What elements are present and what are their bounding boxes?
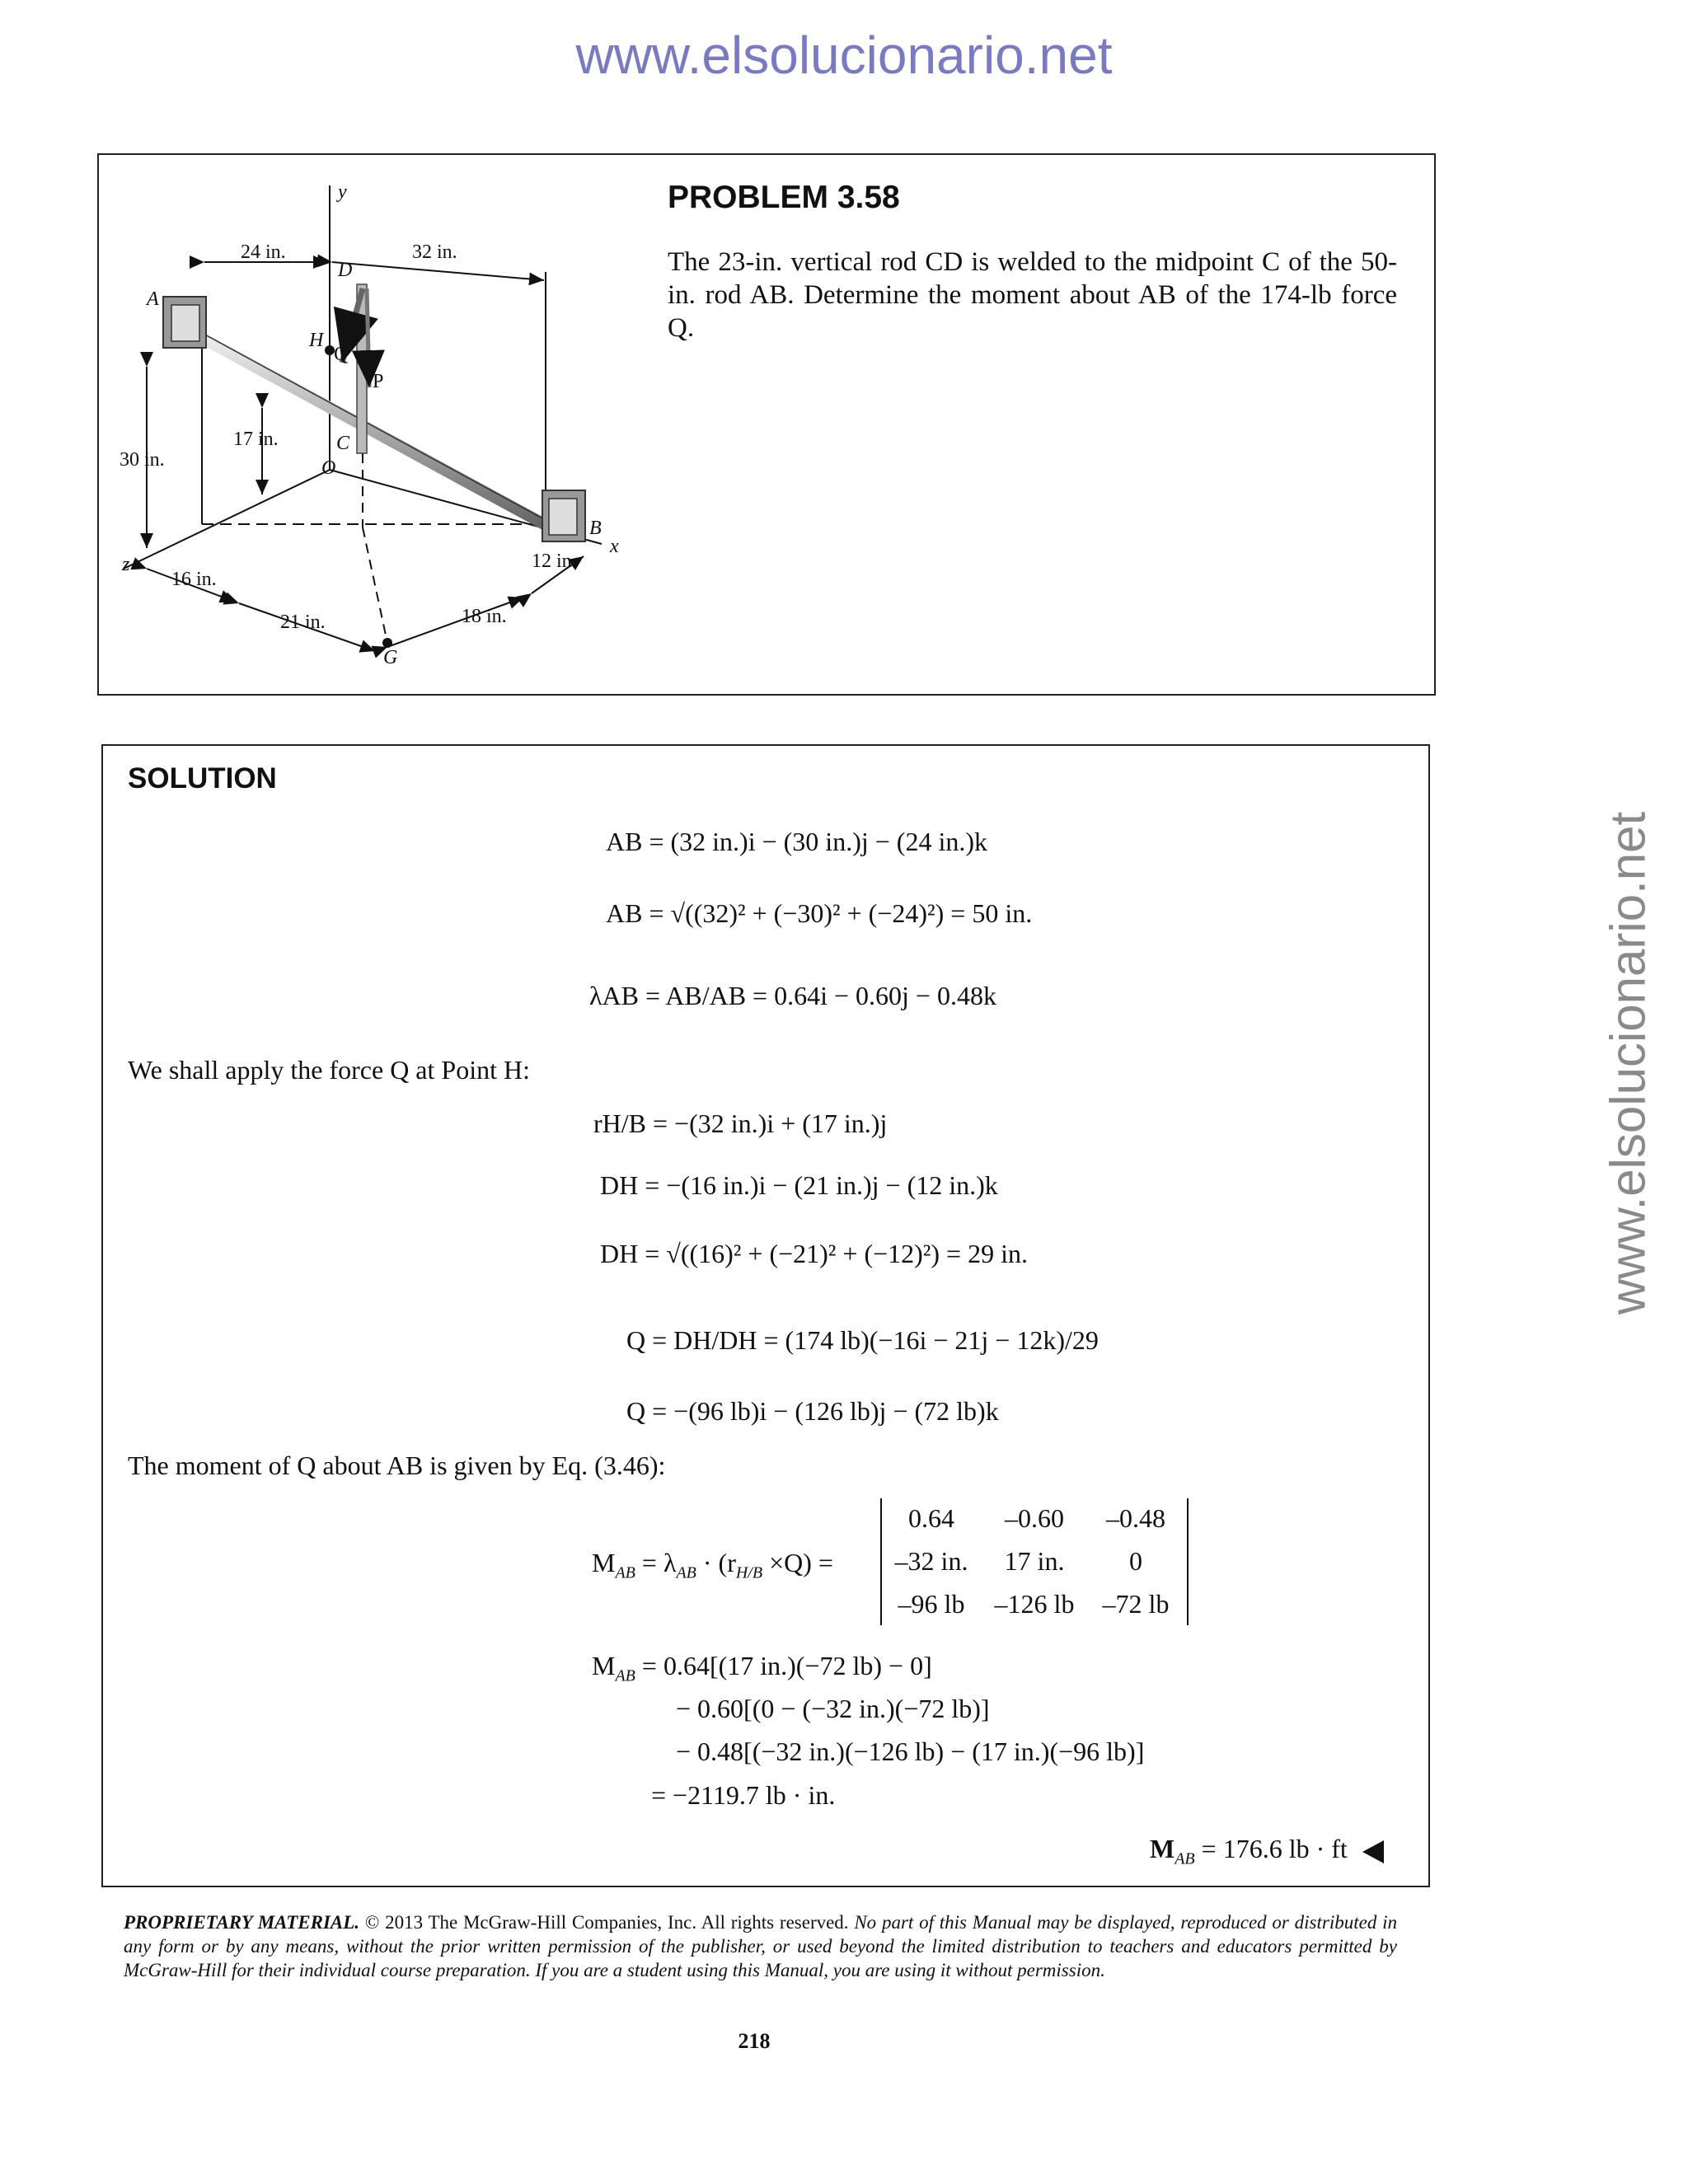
label-c: C — [336, 433, 350, 454]
force-p-arrow — [367, 288, 369, 387]
dim-21: 21 in. — [280, 612, 326, 633]
eq-dh-magnitude: DH = √((16)² + (−21)² + (−12)²) = 29 in. — [600, 1239, 1028, 1268]
eq-m-ab-label: $M_{AB} = \lambda_{AB} \cdot (r_{H/B} \times Q)$ = — [592, 1548, 833, 1582]
eq-ab-magnitude: AB = √((32)² + (−30)² + (−24)²) = 50 in. — [606, 898, 1033, 928]
dim-30: 30 in. — [120, 449, 165, 471]
calc-line-1: $M_{AB} = 0.64[(17$ in.)(−72 lb) − 0] — [592, 1651, 932, 1685]
det-cell: –0.60 — [1005, 1503, 1064, 1533]
footer-lead: PROPRIETARY MATERIAL. — [124, 1912, 360, 1933]
det-cell: 17 in. — [1004, 1546, 1065, 1576]
eq-dh-vector: DH = −(16 in.)i − (21 in.)j − (12 in.)k — [600, 1170, 998, 1200]
eq-r-hb: rH/B = −(32 in.)i + (17 in.)j — [593, 1108, 888, 1138]
label-o: O — [321, 457, 336, 479]
footer-copyright: © 2013 The McGraw-Hill Companies, Inc. All rights reserved. — [364, 1912, 849, 1933]
watermark-top[interactable]: www.elsolucionario.net — [575, 26, 1113, 85]
calc-line-3: − 0.48[(−32 in.)(−126 lb) − (17 in.)(−96 lb)] — [676, 1736, 1145, 1766]
dim-16: 16 in. — [171, 569, 217, 590]
label-z: z — [122, 554, 130, 575]
label-b: B — [589, 518, 602, 539]
answer-marker-icon — [1362, 1840, 1384, 1863]
copyright-footer — [124, 1910, 1397, 1982]
label-d: D — [338, 260, 353, 281]
problem-statement: The 23-in. vertical rod CD is welded to the midpoint C of the 50-in. rod AB. Determine the moment about AB of the 174-lb force Q. — [668, 247, 1397, 343]
label-x: x — [610, 536, 619, 557]
label-g: G — [383, 647, 398, 668]
dim-24: 24 in. — [241, 241, 286, 263]
label-a: A — [147, 288, 159, 310]
det-cell: –96 lb — [898, 1589, 965, 1619]
det-cell: 0.64 — [908, 1503, 954, 1533]
watermark-side[interactable]: www.elsolucionario.net — [1600, 811, 1656, 1315]
page-number: 218 — [738, 2029, 771, 2053]
det-cell: –0.48 — [1106, 1503, 1165, 1533]
calc-line-4: = −2119.7 lb · in. — [651, 1780, 836, 1810]
solution-title: SOLUTION — [128, 762, 277, 794]
footer-notice: No part of this Manual may be displayed, reproduced or distributed in any form or by any means, without the prior written permission of the publisher, or used beyond the limited distribution to teachers and educators permitted by McGraw-Hill for their individual course preparation. If you are a student using this Manual, you are using it without permission. — [124, 1912, 1397, 1980]
eq-q-unit: Q = DH/DH = (174 lb)(−16i − 21j − 12k)/29 — [626, 1325, 1099, 1355]
det-cell: –32 in. — [894, 1546, 968, 1576]
eq-lambda-ab: λAB = AB/AB = 0.64i − 0.60j − 0.48k — [589, 981, 996, 1010]
problem-title: PROBLEM 3.58 — [668, 180, 900, 215]
label-h: H — [309, 330, 324, 351]
label-y: y — [338, 181, 347, 203]
eq-ab-vector: AB = (32 in.)i − (30 in.)j − (24 in.)k — [606, 827, 987, 856]
eq-q-components: Q = −(96 lb)i − (126 lb)j − (72 lb)k — [626, 1396, 999, 1426]
dim-17: 17 in. — [233, 429, 279, 450]
dim-32: 32 in. — [412, 241, 457, 263]
label-q: Q — [334, 344, 349, 365]
answer-value: 176.6 lb · ft — [1222, 1834, 1348, 1863]
dim-18: 18 in. — [462, 606, 507, 627]
calc-term: 0.64[(17 in.)(−72 lb) − 0] — [663, 1651, 932, 1680]
det-cell: –72 lb — [1102, 1589, 1170, 1619]
dim-12: 12 in. — [532, 551, 577, 572]
determinant — [880, 1498, 1189, 1625]
det-cell: 0 — [1129, 1546, 1142, 1576]
z-axis — [124, 470, 330, 569]
text-apply-force: We shall apply the force Q at Point H: — [128, 1055, 530, 1085]
text-moment-eq: The moment of Q about AB is given by Eq. (3.46): — [128, 1451, 666, 1480]
calc-line-2: − 0.60[(0 − (−32 in.)(−72 lb)] — [676, 1694, 990, 1723]
final-answer: $M_{AB} = 176.6$ lb · ft — [1150, 1834, 1384, 1868]
det-cell: –126 lb — [994, 1589, 1075, 1619]
label-p: P — [373, 371, 384, 392]
